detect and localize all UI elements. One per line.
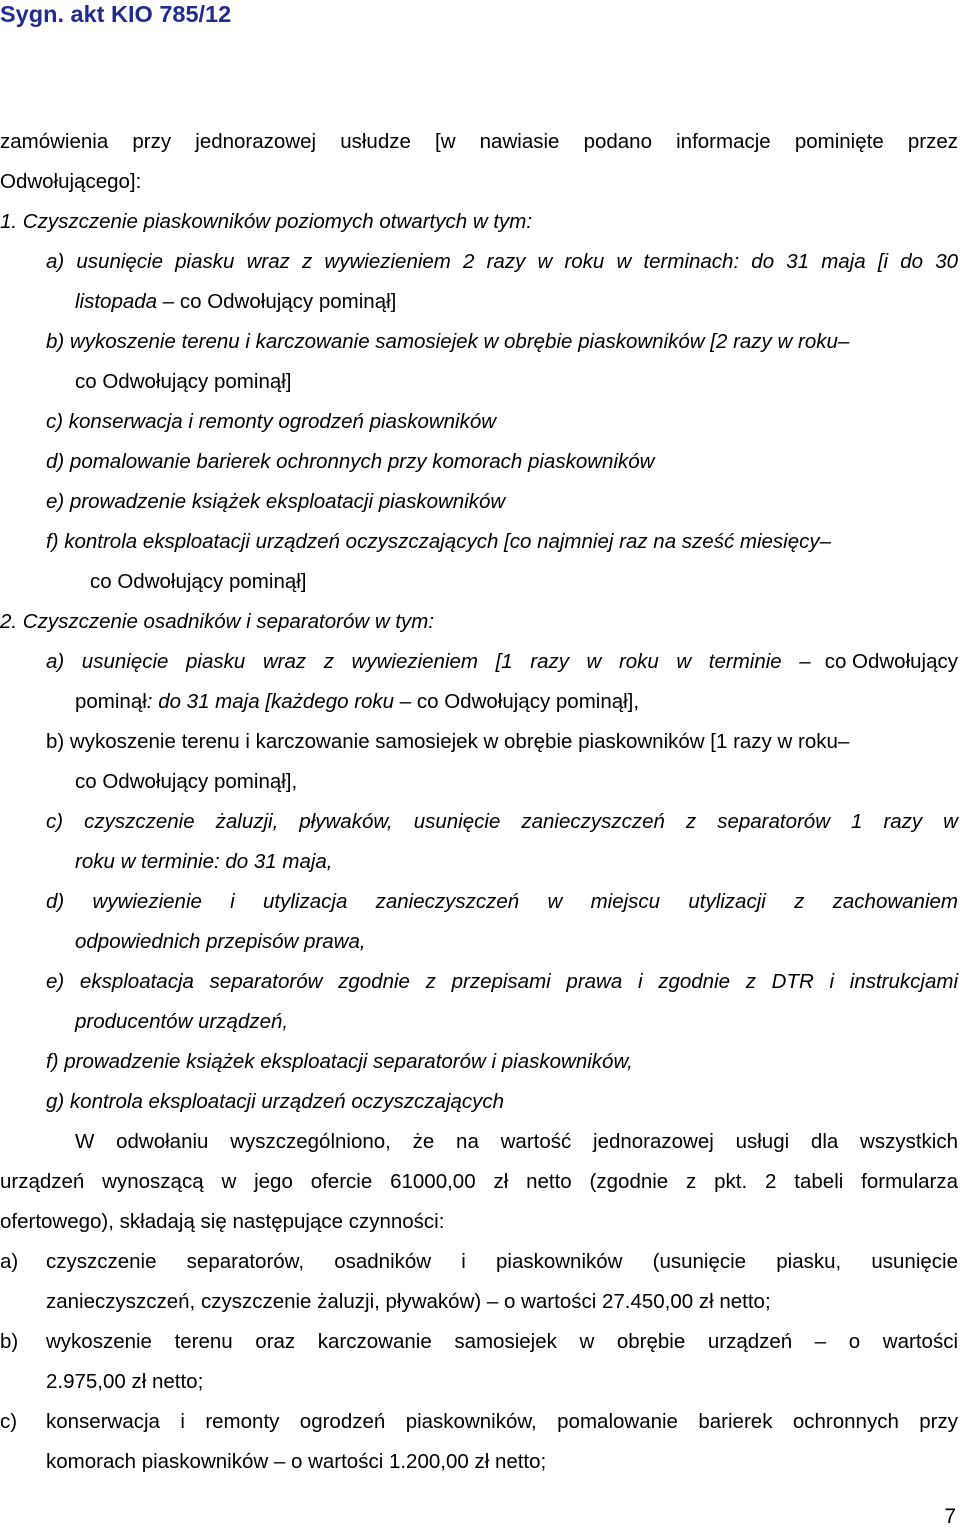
- list-item: wykoszenie terenu oraz karczowanie samosiejek w obrębie urządzeń – o wartości: [46, 1330, 958, 1353]
- list-item: czyszczenie separatorów, osadników i piaskowników (usunięcie piasku, usunięcie: [46, 1250, 958, 1273]
- list-label: c): [0, 1410, 18, 1433]
- omitted-note: co Odwołujący: [824, 650, 958, 673]
- list-item: d) wywiezienie i utylizacja zanieczyszczeń w miejscu utylizacji z zachowaniem: [46, 890, 958, 913]
- list-item: g) kontrola eksploatacji urządzeń oczyszczających: [46, 1090, 505, 1113]
- list-item: f) kontrola eksploatacji urządzeń oczyszczających [co najmniej raz na sześć miesięcy–: [46, 530, 832, 553]
- list-item: f) prowadzenie książek eksploatacji separatorów i piaskowników,: [46, 1050, 633, 1073]
- list-item: e) eksploatacja separatorów zgodnie z przepisami prawa i zgodnie z DTR i instrukcjami: [46, 970, 958, 993]
- list-item-continuation: zanieczyszczeń, czyszczenie żaluzji, pływaków) – o wartości 27.450,00 zł netto;: [46, 1290, 771, 1313]
- omitted-note: co Odwołujący pominął]: [90, 570, 307, 593]
- list-heading-1: 1. Czyszczenie piaskowników poziomych otwartych w tym:: [0, 210, 533, 233]
- list-item-continuation: komorach piaskowników – o wartości 1.200,00 zł netto;: [46, 1450, 547, 1473]
- list-item: b) wykoszenie terenu i karczowanie samosiejek w obrębie piaskowników [1 razy w roku–: [46, 730, 850, 753]
- list-item-continuation: producentów urządzeń,: [75, 1010, 289, 1033]
- omitted-note: co Odwołujący pominął],: [75, 770, 298, 793]
- omitted-note: co Odwołujący pominął]: [179, 290, 397, 313]
- list-item: e) prowadzenie książek eksploatacji piaskowników: [46, 490, 506, 513]
- omitted-note: co Odwołujący pominął]: [75, 370, 292, 393]
- italic-text: listopada –: [75, 290, 180, 313]
- italic-text: a) usunięcie piasku wraz z wywiezieniem [1 razy w roku w terminie –: [46, 650, 811, 673]
- document-signature-header: Sygn. akt KIO 785/12: [0, 1, 232, 27]
- italic-text: : do 31 maja [każdego roku –: [146, 690, 417, 713]
- text-line: zamówienia przy jednorazowej usłudze [w nawiasie podano informacje pominięte przez: [0, 130, 958, 153]
- list-item: [46, 650, 958, 674]
- paragraph-line: urządzeń wynoszącą w jego ofercie 61000,00 zł netto (zgodnie z pkt. 2 tabeli formularza: [0, 1170, 958, 1193]
- list-item-continuation: [75, 290, 396, 314]
- list-item: c) konserwacja i remonty ogrodzeń piaskowników: [46, 410, 497, 433]
- list-label: a): [0, 1250, 19, 1273]
- list-item-continuation: [75, 690, 639, 714]
- paragraph-line: ofertowego), składają się następujące czynności:: [0, 1210, 445, 1233]
- omitted-note: co Odwołujący pominął],: [416, 690, 640, 713]
- list-label: b): [0, 1330, 19, 1353]
- list-item: b) wykoszenie terenu i karczowanie samosiejek w obrębie piaskowników [2 razy w roku–: [46, 330, 850, 353]
- list-item-continuation: roku w terminie: do 31 maja,: [75, 850, 333, 873]
- list-item: konserwacja i remonty ogrodzeń piaskowników, pomalowanie barierek ochronnych przy: [46, 1410, 958, 1433]
- list-item: c) czyszczenie żaluzji, pływaków, usunięcie zanieczyszczeń z separatorów 1 razy w: [46, 810, 958, 833]
- text-line: Odwołującego]:: [0, 170, 142, 193]
- omitted-note: pominął: [75, 690, 147, 713]
- list-item-continuation: odpowiednich przepisów prawa,: [75, 930, 366, 953]
- list-item-continuation: 2.975,00 zł netto;: [46, 1370, 204, 1393]
- paragraph-line: W odwołaniu wyszczególniono, że na wartość jednorazowej usługi dla wszystkich: [75, 1130, 958, 1153]
- list-item: a) usunięcie piasku wraz z wywiezieniem 2 razy w roku w terminach: do 31 maja [i do 30: [46, 250, 958, 273]
- list-heading-2: 2. Czyszczenie osadników i separatorów w tym:: [0, 610, 435, 633]
- list-item: d) pomalowanie barierek ochronnych przy komorach piaskowników: [46, 450, 655, 473]
- page-number: 7: [944, 1505, 956, 1528]
